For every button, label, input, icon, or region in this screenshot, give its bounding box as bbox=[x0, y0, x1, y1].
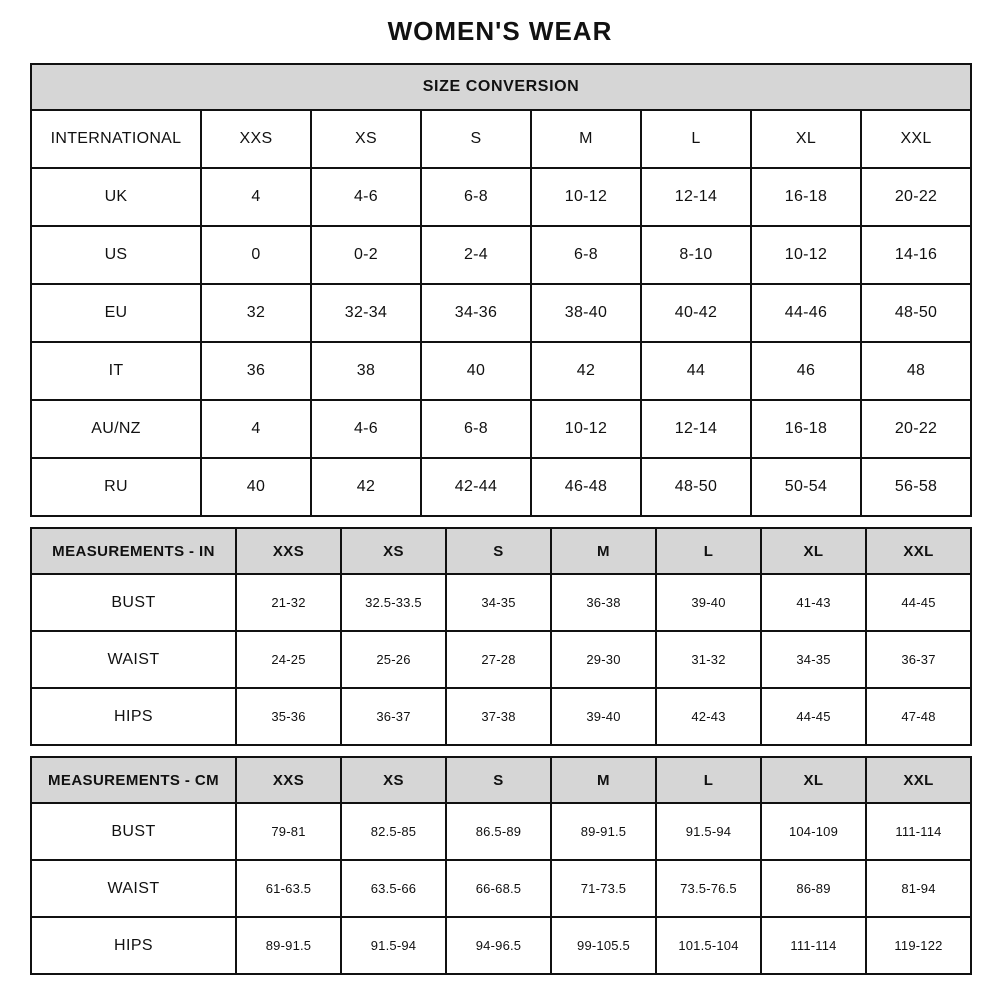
size-value: 32.5-33.5 bbox=[341, 574, 446, 631]
row-label: HIPS bbox=[31, 688, 236, 745]
size-value: 48-50 bbox=[861, 284, 971, 342]
size-value: 46-48 bbox=[531, 458, 641, 516]
size-value: 12-14 bbox=[641, 168, 751, 226]
size-column-header: XS bbox=[341, 757, 446, 803]
size-value: 34-36 bbox=[421, 284, 531, 342]
size-value: 10-12 bbox=[531, 400, 641, 458]
size-value: 101.5-104 bbox=[656, 917, 761, 974]
size-value: 94-96.5 bbox=[446, 917, 551, 974]
size-value: 2-4 bbox=[421, 226, 531, 284]
row-label: EU bbox=[31, 284, 201, 342]
row-label: BUST bbox=[31, 803, 236, 860]
size-value: 4 bbox=[201, 400, 311, 458]
table-row bbox=[31, 458, 971, 516]
size-column-header: XL bbox=[761, 528, 866, 574]
row-label: WAIST bbox=[31, 860, 236, 917]
size-value: 27-28 bbox=[446, 631, 551, 688]
size-value: 39-40 bbox=[551, 688, 656, 745]
size-value: 36-37 bbox=[866, 631, 971, 688]
size-value: 48 bbox=[861, 342, 971, 400]
table-row bbox=[31, 226, 971, 284]
size-value: M bbox=[531, 110, 641, 168]
size-column-header: XXL bbox=[866, 528, 971, 574]
row-label: HIPS bbox=[31, 917, 236, 974]
size-value: 44-45 bbox=[866, 574, 971, 631]
size-column-header: XL bbox=[761, 757, 866, 803]
size-value: 14-16 bbox=[861, 226, 971, 284]
size-value: 0-2 bbox=[311, 226, 421, 284]
size-value: 40-42 bbox=[641, 284, 751, 342]
table-row bbox=[31, 803, 971, 860]
row-label: UK bbox=[31, 168, 201, 226]
size-value: 63.5-66 bbox=[341, 860, 446, 917]
size-value: XXL bbox=[861, 110, 971, 168]
size-value: 34-35 bbox=[446, 574, 551, 631]
size-column-header: XXS bbox=[236, 528, 341, 574]
table-row bbox=[31, 342, 971, 400]
size-value: 8-10 bbox=[641, 226, 751, 284]
size-value: 41-43 bbox=[761, 574, 866, 631]
table-row bbox=[31, 631, 971, 688]
size-value: 40 bbox=[201, 458, 311, 516]
size-value: 71-73.5 bbox=[551, 860, 656, 917]
size-value: 6-8 bbox=[421, 168, 531, 226]
table-row bbox=[31, 688, 971, 745]
size-value: 91.5-94 bbox=[656, 803, 761, 860]
row-label: INTERNATIONAL bbox=[31, 110, 201, 168]
size-value: 89-91.5 bbox=[551, 803, 656, 860]
size-value: 56-58 bbox=[861, 458, 971, 516]
table-row bbox=[31, 110, 971, 168]
row-label: BUST bbox=[31, 574, 236, 631]
size-value: 31-32 bbox=[656, 631, 761, 688]
table-row bbox=[31, 284, 971, 342]
size-value: 104-109 bbox=[761, 803, 866, 860]
size-value: 24-25 bbox=[236, 631, 341, 688]
size-value: 44 bbox=[641, 342, 751, 400]
size-column-header: L bbox=[656, 757, 761, 803]
size-column-header: S bbox=[446, 757, 551, 803]
size-value: 44-45 bbox=[761, 688, 866, 745]
size-value: 44-46 bbox=[751, 284, 861, 342]
size-value: 119-122 bbox=[866, 917, 971, 974]
size-value: 10-12 bbox=[531, 168, 641, 226]
row-label: US bbox=[31, 226, 201, 284]
table-header-row bbox=[31, 757, 971, 803]
size-value: 79-81 bbox=[236, 803, 341, 860]
size-value: 91.5-94 bbox=[341, 917, 446, 974]
size-value: 38-40 bbox=[531, 284, 641, 342]
size-value: 86-89 bbox=[761, 860, 866, 917]
size-value: 10-12 bbox=[751, 226, 861, 284]
size-column-header: XXL bbox=[866, 757, 971, 803]
size-column-header: M bbox=[551, 528, 656, 574]
size-value: 42-44 bbox=[421, 458, 531, 516]
size-value: 6-8 bbox=[421, 400, 531, 458]
size-value: 4 bbox=[201, 168, 311, 226]
size-value: 73.5-76.5 bbox=[656, 860, 761, 917]
size-value: 36-37 bbox=[341, 688, 446, 745]
size-value: L bbox=[641, 110, 751, 168]
size-value: 16-18 bbox=[751, 168, 861, 226]
table-title-cell: MEASUREMENTS - IN bbox=[31, 528, 236, 574]
table-row bbox=[31, 860, 971, 917]
size-value: 38 bbox=[311, 342, 421, 400]
size-value: 0 bbox=[201, 226, 311, 284]
size-value: 61-63.5 bbox=[236, 860, 341, 917]
size-value: 20-22 bbox=[861, 400, 971, 458]
size-column-header: XS bbox=[341, 528, 446, 574]
size-value: 86.5-89 bbox=[446, 803, 551, 860]
size-value: 89-91.5 bbox=[236, 917, 341, 974]
size-value: 35-36 bbox=[236, 688, 341, 745]
size-value: 42 bbox=[531, 342, 641, 400]
size-value: S bbox=[421, 110, 531, 168]
measurements-in-table bbox=[30, 527, 972, 746]
table-banner-row bbox=[31, 64, 971, 110]
size-value: 4-6 bbox=[311, 168, 421, 226]
size-value: 111-114 bbox=[866, 803, 971, 860]
size-value: 25-26 bbox=[341, 631, 446, 688]
size-value: 40 bbox=[421, 342, 531, 400]
measurements-cm-table bbox=[30, 756, 972, 975]
size-value: 66-68.5 bbox=[446, 860, 551, 917]
size-conversion-table bbox=[30, 63, 972, 517]
table-row bbox=[31, 168, 971, 226]
size-value: 36-38 bbox=[551, 574, 656, 631]
size-value: 82.5-85 bbox=[341, 803, 446, 860]
size-value: 42-43 bbox=[656, 688, 761, 745]
size-value: 36 bbox=[201, 342, 311, 400]
size-value: 48-50 bbox=[641, 458, 751, 516]
row-label: AU/NZ bbox=[31, 400, 201, 458]
row-label: IT bbox=[31, 342, 201, 400]
size-value: 47-48 bbox=[866, 688, 971, 745]
size-value: 50-54 bbox=[751, 458, 861, 516]
row-label: RU bbox=[31, 458, 201, 516]
size-value: 6-8 bbox=[531, 226, 641, 284]
size-value: 16-18 bbox=[751, 400, 861, 458]
table-row bbox=[31, 574, 971, 631]
size-value: 81-94 bbox=[866, 860, 971, 917]
size-value: 99-105.5 bbox=[551, 917, 656, 974]
size-value: 39-40 bbox=[656, 574, 761, 631]
table-title-cell: SIZE CONVERSION bbox=[31, 64, 971, 110]
size-value: 32 bbox=[201, 284, 311, 342]
size-value: 46 bbox=[751, 342, 861, 400]
size-value: 42 bbox=[311, 458, 421, 516]
size-value: 34-35 bbox=[761, 631, 866, 688]
size-column-header: L bbox=[656, 528, 761, 574]
size-value: XS bbox=[311, 110, 421, 168]
table-row bbox=[31, 400, 971, 458]
table-header-row bbox=[31, 528, 971, 574]
size-value: XL bbox=[751, 110, 861, 168]
size-value: 111-114 bbox=[761, 917, 866, 974]
size-value: 32-34 bbox=[311, 284, 421, 342]
size-column-header: M bbox=[551, 757, 656, 803]
size-value: XXS bbox=[201, 110, 311, 168]
table-row bbox=[31, 917, 971, 974]
size-column-header: S bbox=[446, 528, 551, 574]
size-value: 12-14 bbox=[641, 400, 751, 458]
size-column-header: XXS bbox=[236, 757, 341, 803]
row-label: WAIST bbox=[31, 631, 236, 688]
size-value: 20-22 bbox=[861, 168, 971, 226]
page-title: WOMEN'S WEAR bbox=[387, 16, 613, 46]
size-value: 29-30 bbox=[551, 631, 656, 688]
size-value: 4-6 bbox=[311, 400, 421, 458]
table-title-cell: MEASUREMENTS - CM bbox=[31, 757, 236, 803]
size-value: 37-38 bbox=[446, 688, 551, 745]
size-value: 21-32 bbox=[236, 574, 341, 631]
